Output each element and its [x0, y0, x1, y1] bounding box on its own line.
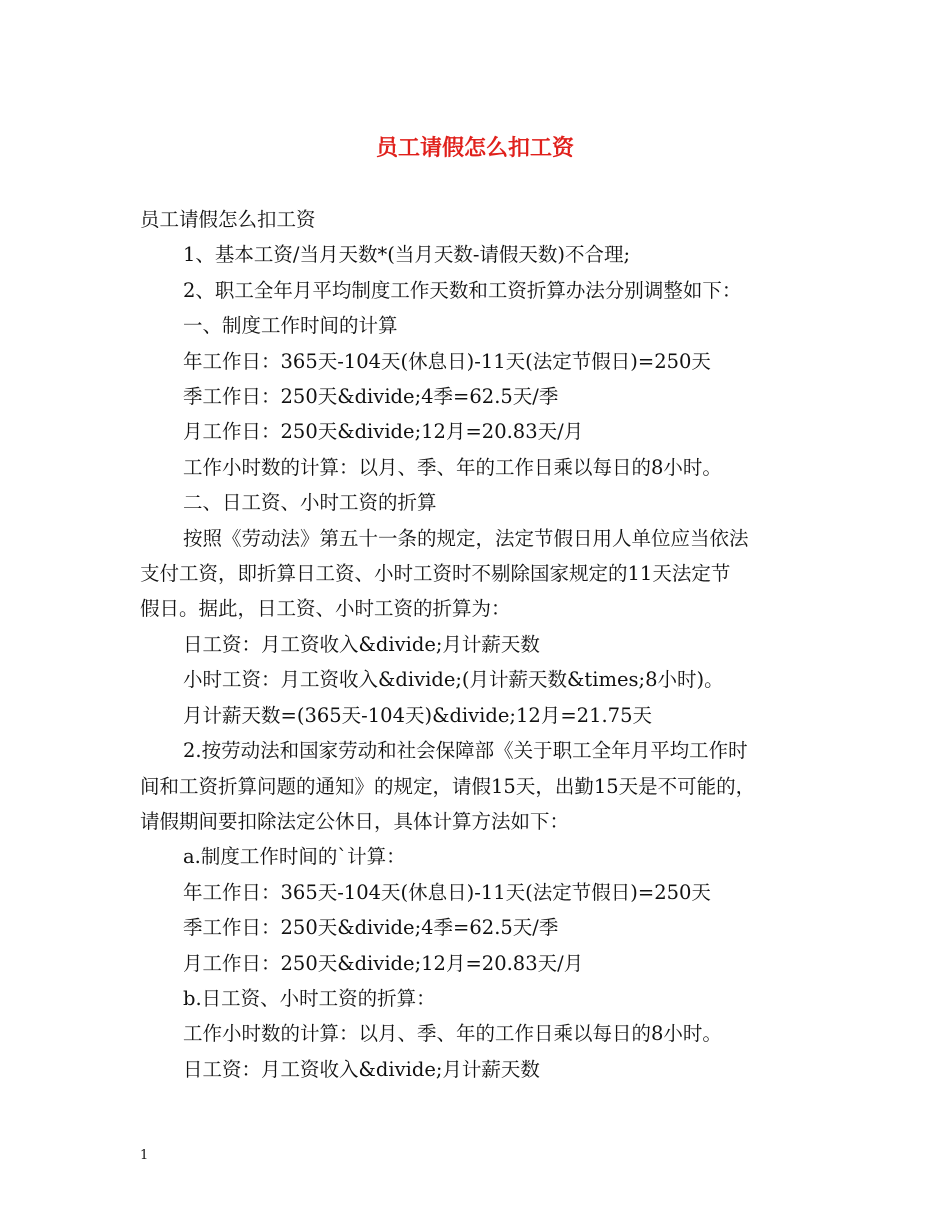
- paragraph-line: 月计薪天数=(365天-104天)&divide;12月=21.75天: [183, 703, 652, 727]
- paragraph-line: 小时工资：月工资收入&divide;(月计薪天数&times;8小时)。: [183, 668, 724, 692]
- document-body: [140, 202, 828, 1087]
- paragraph-line: 日工资：月工资收入&divide;月计薪天数: [183, 1057, 540, 1081]
- paragraph-line: 月工作日：250天&divide;12月=20.83天/月: [183, 420, 584, 444]
- paragraph-line: 年工作日：365天-104天(休息日)-11天(法定节假日)=250天: [183, 349, 711, 373]
- paragraph-line: 工作小时数的计算：以月、季、年的工作日乘以每日的8小时。: [183, 1022, 722, 1046]
- paragraph-line: 1、基本工资/当月天数*(当月天数-请假天数)不合理;: [183, 243, 631, 267]
- paragraph-line: 日工资：月工资收入&divide;月计薪天数: [183, 632, 540, 656]
- paragraph-line: 年工作日：365天-104天(休息日)-11天(法定节假日)=250天: [183, 880, 711, 904]
- paragraph-line: 工作小时数的计算：以月、季、年的工作日乘以每日的8小时。: [183, 455, 722, 479]
- paragraph-line: 季工作日：250天&divide;4季=62.5天/季: [183, 385, 559, 409]
- paragraph-line: 员工请假怎么扣工资: [140, 208, 316, 231]
- paragraph-line: 二、日工资、小时工资的折算: [183, 491, 437, 515]
- paragraph-line: 一、制度工作时间的计算: [183, 314, 398, 338]
- paragraph-line: 2.按劳动法和国家劳动和社会保障部《关于职工全年月平均工作时: [183, 739, 748, 763]
- paragraph-line: 支付工资，即折算日工资、小时工资时不剔除国家规定的11天法定节: [140, 562, 731, 586]
- paragraph-line: 假日。据此，日工资、小时工资的折算为：: [140, 597, 511, 621]
- paragraph-line: b.日工资、小时工资的折算：: [183, 986, 436, 1010]
- paragraph-line: 按照《劳动法》第五十一条的规定，法定节假日用人单位应当依法: [183, 526, 749, 550]
- paragraph-line: 间和工资折算问题的通知》的规定，请假15天，出勤15天是不可能的，: [140, 774, 756, 798]
- paragraph-line: 月工作日：250天&divide;12月=20.83天/月: [183, 951, 584, 975]
- paragraph-line: 请假期间要扣除法定公休日，具体计算方法如下：: [140, 809, 570, 833]
- paragraph-line: 2、职工全年月平均制度工作天数和工资折算办法分别调整如下：: [183, 278, 742, 302]
- paragraph-line: a.制度工作时间的`计算：: [183, 845, 406, 869]
- page-number: 1: [140, 1148, 149, 1163]
- page-title: 员工请假怎么扣工资: [375, 135, 574, 161]
- paragraph-line: 季工作日：250天&divide;4季=62.5天/季: [183, 916, 559, 940]
